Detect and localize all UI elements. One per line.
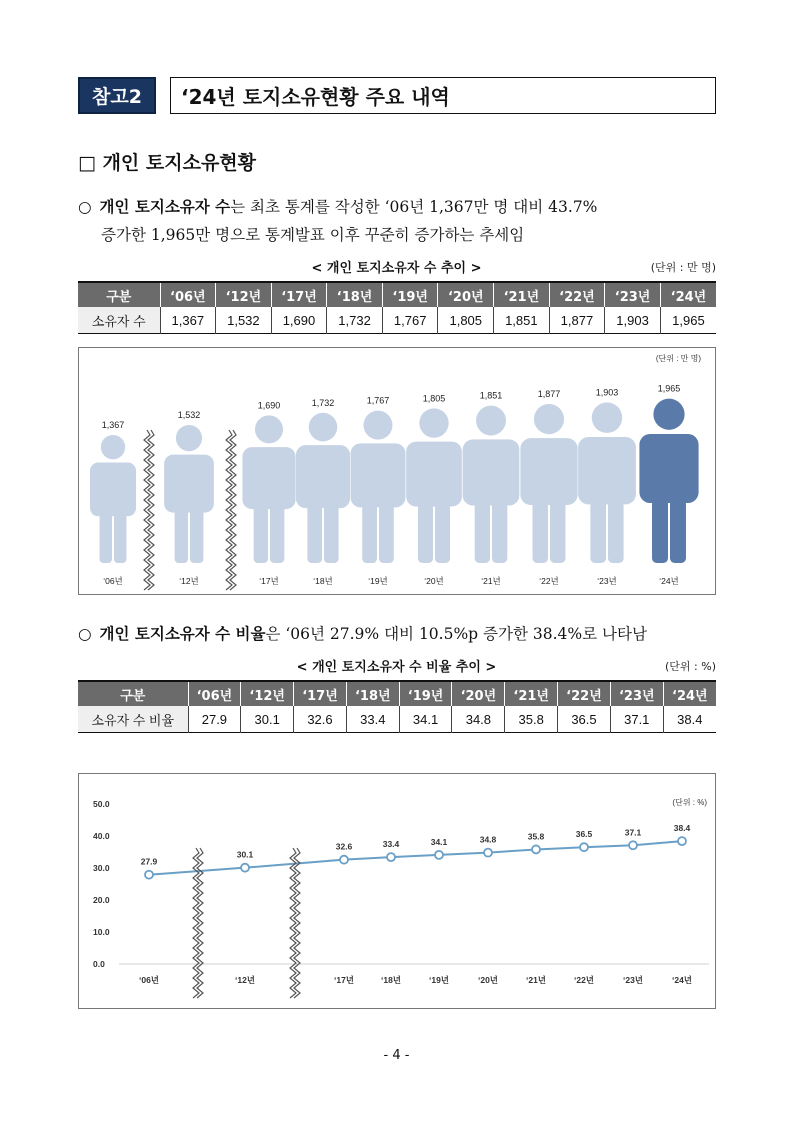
data-label: 36.5 xyxy=(575,829,593,840)
axis-break-icon xyxy=(144,430,150,590)
x-tick-label: ‘19년 xyxy=(368,576,388,586)
table-cell: 1,367 xyxy=(160,307,216,334)
paragraph-owner-count xyxy=(78,193,718,249)
data-point xyxy=(484,849,492,857)
axis-break-icon xyxy=(294,848,300,998)
owner-ratio-line-chart xyxy=(79,774,715,1008)
year-header: ‘19년 xyxy=(399,681,452,706)
row-label: 소유자 수 xyxy=(78,307,160,334)
year-header: ‘23년 xyxy=(610,681,663,706)
year-header: ‘17년 xyxy=(294,681,347,706)
year-header: ‘18년 xyxy=(327,282,383,307)
x-tick-label: ‘24년 xyxy=(659,576,679,586)
year-header: ‘20년 xyxy=(452,681,505,706)
year-header: ‘24년 xyxy=(663,681,716,706)
year-header: ‘21년 xyxy=(505,681,558,706)
x-tick-label: ‘20년 xyxy=(477,975,499,985)
table-cell: 34.8 xyxy=(452,706,505,733)
year-header: ‘22년 xyxy=(558,681,611,706)
x-tick-label: ‘22년 xyxy=(539,576,559,586)
table2-unit: (단위 : %) xyxy=(665,660,716,673)
table-cell: 1,732 xyxy=(327,307,383,334)
person-figure xyxy=(578,402,636,563)
bar-value-label: 1,903 xyxy=(595,387,619,398)
table-cell: 38.4 xyxy=(663,706,716,733)
x-tick-label: ‘06년 xyxy=(103,576,123,586)
x-tick-label: ‘20년 xyxy=(424,576,444,586)
x-tick-label: ‘06년 xyxy=(138,975,160,985)
data-label: 32.6 xyxy=(335,841,353,852)
owner-ratio-table xyxy=(78,680,716,733)
bar-value-label: 1,690 xyxy=(257,400,281,411)
para-text: 는 최초 통계를 작성한 ‘06년 1,367만 명 대비 43.7% xyxy=(230,198,598,216)
table1-caption: < 개인 토지소유자 수 추이 > xyxy=(311,261,482,276)
person-figure xyxy=(351,411,406,563)
year-header: ‘06년 xyxy=(188,681,241,706)
table-cell: 37.1 xyxy=(610,706,663,733)
x-tick-label: ‘17년 xyxy=(259,576,279,586)
table-cell: 33.4 xyxy=(346,706,399,733)
x-tick-label: ‘21년 xyxy=(481,576,501,586)
table-cell: 36.5 xyxy=(558,706,611,733)
data-point xyxy=(340,856,348,864)
x-tick-label: ‘22년 xyxy=(573,975,595,985)
table2-caption: < 개인 토지소유자 수 비율 추이 > xyxy=(296,660,497,675)
table-cell: 1,690 xyxy=(271,307,327,334)
data-label: 33.4 xyxy=(382,839,400,850)
bullet-circle: ○ xyxy=(78,198,92,216)
bar-value-label: 1,767 xyxy=(366,395,390,406)
table-cell: 32.6 xyxy=(294,706,347,733)
bar-value-label: 1,851 xyxy=(479,390,503,401)
data-point xyxy=(435,851,443,859)
year-header: ‘22년 xyxy=(549,282,605,307)
para-text-line2: 증가한 1,965만 명으로 통계발표 이후 꾸준히 증가하는 추세임 xyxy=(101,226,525,244)
axis-break-icon xyxy=(226,430,232,590)
table-cell: 1,851 xyxy=(494,307,550,334)
bar-value-label: 1,965 xyxy=(657,383,681,394)
chart-unit-label: (단위 : %) xyxy=(672,798,707,807)
table-cell: 1,532 xyxy=(216,307,272,334)
table-cell: 30.1 xyxy=(241,706,294,733)
owner-ratio-chart xyxy=(78,773,716,1009)
y-tick-label: 20.0 xyxy=(93,895,110,905)
person-figure xyxy=(90,435,136,563)
bar-value-label: 1,732 xyxy=(311,397,335,408)
person-figure xyxy=(520,404,577,563)
data-label: 38.4 xyxy=(673,823,691,834)
person-figure xyxy=(406,408,462,563)
bullet-circle: ○ xyxy=(78,625,92,643)
data-point xyxy=(678,837,686,845)
bar-value-label: 1,877 xyxy=(537,388,561,399)
y-tick-label: 10.0 xyxy=(93,927,110,937)
x-tick-label: ‘24년 xyxy=(671,975,693,985)
data-label: 37.1 xyxy=(624,827,642,838)
header-label: 구분 xyxy=(78,282,160,307)
x-tick-label: ‘19년 xyxy=(428,975,450,985)
table1-unit: (단위 : 만 명) xyxy=(650,261,716,274)
data-label: 27.9 xyxy=(140,856,158,867)
x-tick-label: ‘18년 xyxy=(380,975,402,985)
data-point xyxy=(629,841,637,849)
chart-unit-label: (단위 : 만 명) xyxy=(655,354,701,363)
x-tick-label: ‘23년 xyxy=(597,576,617,586)
person-figure xyxy=(164,425,214,563)
page-number: - 4 - xyxy=(383,1048,410,1063)
table-cell: 34.1 xyxy=(399,706,452,733)
owner-count-pictogram xyxy=(79,348,715,594)
person-figure xyxy=(639,399,698,563)
bar-value-label: 1,532 xyxy=(177,409,201,420)
year-header: ‘19년 xyxy=(382,282,438,307)
data-label: 34.8 xyxy=(479,834,497,845)
series-line xyxy=(149,841,682,875)
y-tick-label: 0.0 xyxy=(93,959,105,969)
x-tick-label: ‘21년 xyxy=(525,975,547,985)
table-cell: 1,903 xyxy=(605,307,661,334)
y-tick-label: 30.0 xyxy=(93,863,110,873)
data-point xyxy=(532,845,540,853)
y-tick-label: 50.0 xyxy=(93,799,110,809)
year-header: ‘18년 xyxy=(346,681,399,706)
axis-break-icon xyxy=(290,848,296,998)
table-cell: 1,877 xyxy=(549,307,605,334)
year-header: ‘24년 xyxy=(660,282,716,307)
data-label: 35.8 xyxy=(527,831,545,842)
para-bold-term: 개인 토지소유자 수 xyxy=(99,198,231,216)
table-cell: 35.8 xyxy=(505,706,558,733)
data-point xyxy=(580,843,588,851)
section-title: □ 개인 토지소유현황 xyxy=(78,152,257,174)
para-bold-term: 개인 토지소유자 수 비율 xyxy=(99,625,266,643)
person-figure xyxy=(463,406,520,563)
year-header: ‘12년 xyxy=(241,681,294,706)
row-label: 소유자 수 비율 xyxy=(78,706,188,733)
year-header: ‘23년 xyxy=(605,282,661,307)
x-tick-label: ‘23년 xyxy=(622,975,644,985)
year-header: ‘06년 xyxy=(160,282,216,307)
x-tick-label: ‘18년 xyxy=(313,576,333,586)
paragraph-owner-ratio xyxy=(78,620,718,648)
x-tick-label: ‘12년 xyxy=(234,975,256,985)
data-label: 34.1 xyxy=(430,836,448,847)
data-point xyxy=(145,871,153,879)
reference-badge: 참고2 xyxy=(78,77,156,114)
para-text: 은 ‘06년 27.9% 대비 10.5%p 증가한 38.4%로 나타남 xyxy=(265,625,647,643)
year-header: ‘20년 xyxy=(438,282,494,307)
header-label: 구분 xyxy=(78,681,188,706)
page-title: ‘24년 토지소유현황 주요 내역 xyxy=(170,77,716,114)
x-tick-label: ‘17년 xyxy=(333,975,355,985)
table-cell: 1,805 xyxy=(438,307,494,334)
data-point xyxy=(241,864,249,872)
year-header: ‘21년 xyxy=(494,282,550,307)
bar-value-label: 1,805 xyxy=(422,393,446,404)
owner-count-table xyxy=(78,281,716,334)
year-header: ‘17년 xyxy=(271,282,327,307)
year-header: ‘12년 xyxy=(216,282,272,307)
data-label: 30.1 xyxy=(236,849,254,860)
table-cell: 1,965 xyxy=(660,307,716,334)
bar-value-label: 1,367 xyxy=(101,420,125,430)
table-cell: 1,767 xyxy=(382,307,438,334)
data-point xyxy=(387,853,395,861)
x-tick-label: ‘12년 xyxy=(179,576,199,586)
person-figure xyxy=(296,413,350,563)
person-figure xyxy=(242,415,295,563)
owner-count-chart xyxy=(78,347,716,595)
y-tick-label: 40.0 xyxy=(93,831,110,841)
table-cell: 27.9 xyxy=(188,706,241,733)
